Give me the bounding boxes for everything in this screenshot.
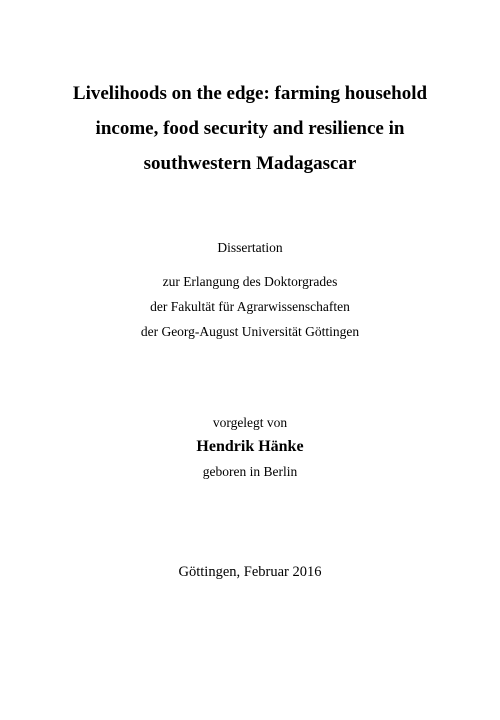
place-and-date: Göttingen, Februar 2016	[178, 564, 322, 580]
degree-purpose	[0, 269, 500, 344]
dissertation-title	[0, 76, 500, 181]
author-birthplace: geboren in Berlin	[202, 464, 298, 479]
purpose-line-1: zur Erlangung des Doktorgrades	[162, 274, 338, 289]
purpose-line-2: der Fakultät für Agrarwissenschaften	[150, 299, 350, 314]
purpose-line-3: der Georg-August Universität Göttingen	[140, 324, 360, 339]
title-line-1: Livelihoods on the edge: farming household	[72, 83, 428, 104]
title-line-2: income, food security and resilience in	[95, 118, 405, 139]
document-type: Dissertation	[217, 240, 283, 255]
author-name: Hendrik Hänke	[196, 438, 304, 455]
title-line-3: southwestern Madagascar	[143, 153, 357, 174]
presented-by-label: vorgelegt von	[212, 415, 288, 430]
